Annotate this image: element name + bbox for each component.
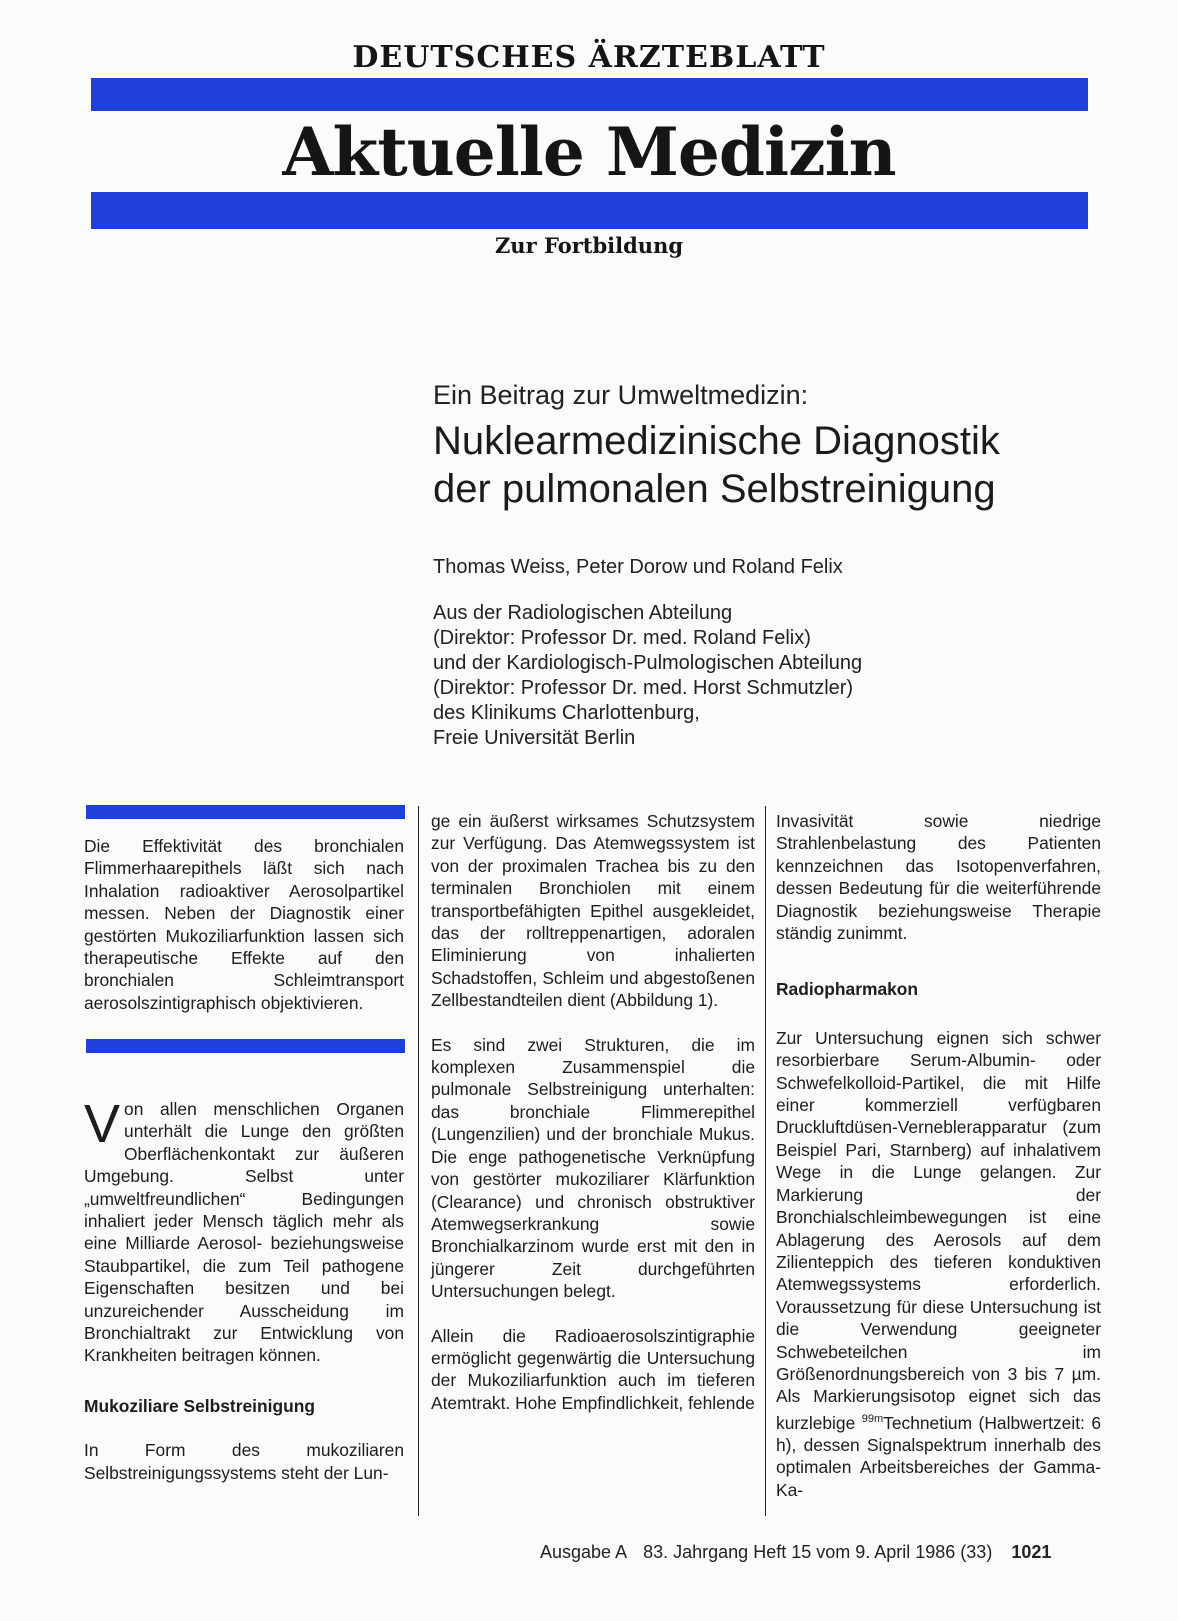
article-title-line-2: der pulmonalen Selbstreinigung (433, 467, 996, 511)
abstract-bar-bottom (86, 1039, 405, 1053)
intro-paragraph (84, 1094, 404, 1367)
body-text: Technetium (Halbwertzeit: 6 h), dessen Signalspektrum innerhalb des optimalen Arbeitsbereiches der Gamma-Ka- (776, 1412, 1101, 1500)
column-2 (431, 810, 755, 1414)
body-paragraph: Allein die Radioaerosolszintigraphie ermöglicht gegenwärtig die Untersuchung der Mukoziliarfunktion auch im tieferen Atemtrakt. Hohe Empfindlichkeit, fehlende (431, 1325, 755, 1413)
affiliation-line: (Direktor: Professor Dr. med. Roland Felix) (433, 627, 811, 649)
body-paragraph (776, 1027, 1101, 1501)
masthead: DEUTSCHES ÄRZTEBLATT (352, 40, 826, 75)
article-affiliation (433, 601, 862, 751)
page-footer (540, 1542, 1051, 1563)
article-authors: Thomas Weiss, Peter Dorow und Roland Felix (433, 556, 843, 578)
affiliation-line: Aus der Radiologischen Abteilung (433, 602, 733, 624)
header-color-bar-top (91, 78, 1088, 111)
isotope-superscript: 99m (861, 1412, 884, 1425)
column-3 (776, 810, 1101, 1501)
abstract (84, 835, 404, 1014)
affiliation-line: des Klinikums Charlottenburg, (433, 702, 700, 724)
article-title-line-1: Nuklearmedizinische Diagnostik (433, 419, 1000, 463)
section-heading-radiopharmakon: Radiopharmakon (776, 979, 919, 1000)
footer-issue: 83. Jahrgang Heft 15 vom 9. April 1986 (33) (643, 1542, 993, 1562)
subsection-label: Zur Fortbildung (494, 233, 684, 258)
article-kicker: Ein Beitrag zur Umweltmedizin: (433, 380, 809, 410)
body-paragraph: ge ein äußerst wirksames Schutzsystem zur Verfügung. Das Atemwegssystem ist von der proximalen Trachea bis zu den terminalen Bronchiolen mit einem transportbefähigten Epithel ausgekleidet, das der rolltreppenartigen, adoralen Eliminierung von inhalierten Schadstoffen, Schleim und abgestoßenen Zellbestandteilen dient (Abbildung 1). (431, 811, 755, 1011)
affiliation-line: und der Kardiologisch-Pulmologischen Abteilung (433, 652, 863, 674)
drop-cap: V (84, 1094, 121, 1154)
column-1 (84, 1094, 404, 1484)
abstract-bar-top (86, 805, 405, 819)
affiliation-line: (Direktor: Professor Dr. med. Horst Schmutzler) (433, 677, 854, 699)
header-color-bar-bottom (91, 192, 1088, 229)
footer-edition: Ausgabe A (540, 1542, 627, 1562)
body-paragraph: Es sind zwei Strukturen, die im komplexen Zusammenspiel die pulmonale Selbstreinigung unterhalten: das bronchiale Flimmerepithel (Lungenzilien) und der bronchiale Mukus. Die enge pathogenetische Verknüpfung von gestörter mukoziliarer Klärfunktion (Clearance) und chronisch obstruktiver Atemwegserkrankung sowie Bronchialkarzinom wurde erst mit den in jüngerer Zeit durchgeführten Untersuchungen belegt. (431, 1034, 755, 1302)
affiliation-line: Freie Universität Berlin (433, 727, 636, 749)
column-rule-2 (765, 806, 766, 1516)
body-text: Zur Untersuchung eignen sich schwer resorbierbare Serum-Albumin- oder Schwefelkolloid-Partikel, die mit Hilfe einer kommerziell verfügbaren Druckluftdüsen-Verneblerapparatur (zum Beispiel Pari, Starnberg) auf inhalativem Wege in die Lunge gelangen. Zur Markierung der Bronchialschleimbewegungen ist eine Ablagerung des Aerosols auf dem Zilienteppich des tieferen konduktiven Atemwegssystems erforderlich. Voraussetzung für diese Untersuchung ist die Verwendung geeigneter Schwebeteilchen im Größenordnungsbereich von 3 bis 7 µm. Als Markierungsisotop eignet sich das kurzlebige (776, 1027, 1101, 1433)
article-title (433, 417, 1153, 513)
section-heading-mukoziliare: Mukoziliare Selbstreinigung (84, 1395, 315, 1416)
column-rule-1 (418, 806, 419, 1516)
page-number: 1021 (1011, 1542, 1052, 1562)
body-paragraph: In Form des mukoziliaren Selbstreinigungssystems steht der Lun- (84, 1440, 404, 1483)
body-paragraph: Invasivität sowie niedrige Strahlenbelastung des Patienten kennzeichnen das Isotopenverfahren, dessen Bedeutung für die weiterführende Diagnostik beziehungsweise Therapie ständig zunimmt. (776, 811, 1101, 944)
section-title: Aktuelle Medizin (282, 113, 896, 191)
intro-text: on allen menschlichen Organen unterhält die Lunge den größten Oberflächenkontakt zur äußeren Umgebung. Selbst unter „umweltfreundlichen“ Bedingungen inhaliert jeder Mensch täglich mehr als eine Milliarde Aerosol- beziehungsweise Staubpartikel, die zum Teil pathogene Eigenschaften besitzen und bei unzureichender Ausscheidung im Bronchialtrakt zur Entwicklung von Krankheiten beitragen können. (84, 1099, 404, 1366)
abstract-text: Die Effektivität des bronchialen Flimmerhaarepithels läßt sich nach Inhalation radioaktiver Aerosolpartikel messen. Neben der Diagnostik einer gestörten Mukoziliarfunktion lassen sich therapeutische Effekte auf den bronchialen Schleimtransport aerosolszintigraphisch objektivieren. (84, 836, 404, 1013)
